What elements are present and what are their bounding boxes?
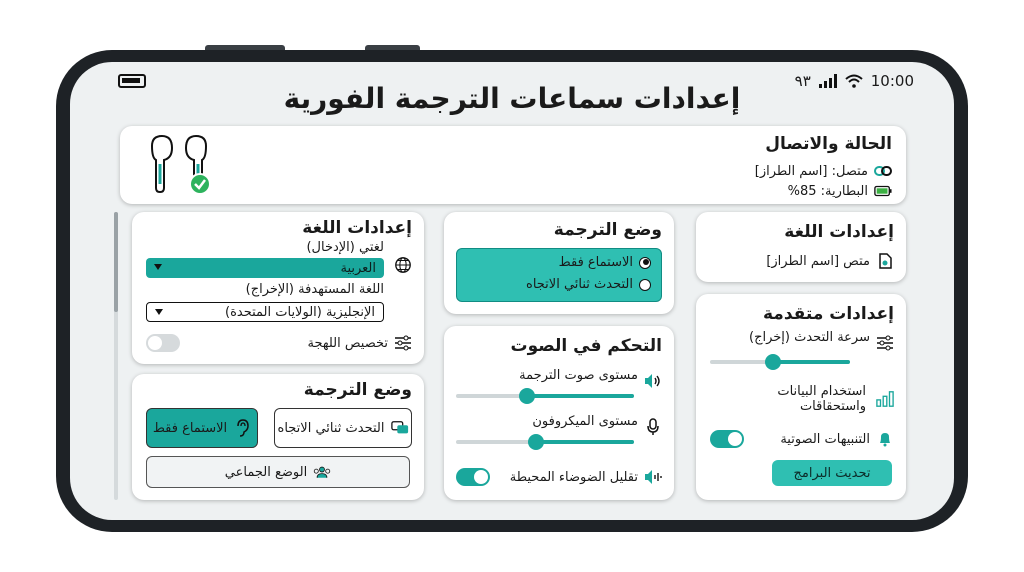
translation-mode-heading: وضع الترجمة	[553, 220, 662, 240]
speech-rate-row	[749, 329, 894, 352]
output-language-value: الإنجليزية (الولايات المتحدة)	[225, 304, 375, 320]
translation-volume-fill	[527, 394, 634, 398]
data-usage-label-2: واستحقاقات	[799, 399, 866, 414]
connection-status: متصل: [اسم الطراز]	[754, 163, 868, 179]
status-extra: ٩٣	[794, 72, 811, 90]
radio-listen-only-label: الاستماع فقط	[558, 255, 633, 270]
language-status-card	[696, 212, 906, 282]
data-usage-row[interactable]	[777, 384, 894, 414]
dialect-label: تخصيص اللهجة	[307, 335, 388, 351]
output-language-select[interactable]	[146, 302, 384, 322]
translation-mode-buttons-card	[132, 374, 424, 500]
advanced-card	[696, 294, 906, 500]
connection-heading: الحالة والاتصال	[765, 134, 892, 154]
speaker-waves-icon	[644, 468, 662, 486]
translation-volume-slider[interactable]	[456, 394, 634, 398]
noise-reduction-toggle[interactable]	[456, 468, 490, 486]
battery-row	[788, 182, 892, 200]
speech-rate-slider[interactable]	[710, 360, 850, 364]
globe-icon	[394, 256, 412, 274]
translation-mode-card	[444, 212, 674, 314]
data-usage-label-1: استخدام البيانات	[777, 384, 866, 399]
language-status-heading: إعدادات اللغة	[784, 222, 894, 242]
sliders-icon	[876, 334, 894, 352]
listen-only-button[interactable]	[146, 408, 258, 448]
earbuds-icon	[140, 134, 220, 196]
radio-button[interactable]	[639, 279, 651, 291]
translation-volume-label: مستوى صوت الترجمة	[519, 367, 638, 383]
page-title: إعدادات سماعات الترجمة الفورية	[283, 82, 741, 115]
status-time: 10:00	[870, 72, 914, 90]
input-language-value: العربية	[340, 260, 376, 276]
group-icon	[313, 463, 331, 481]
noise-reduction-row	[510, 468, 662, 486]
bell-icon	[876, 430, 894, 448]
audio-heading: التحكم في الصوت	[510, 336, 662, 356]
screen	[70, 62, 954, 520]
mic-level-label: مستوى الميكروفون	[532, 413, 638, 429]
group-mode-button[interactable]	[146, 456, 410, 488]
mic-level-knob[interactable]	[528, 434, 544, 450]
translation-volume-knob[interactable]	[519, 388, 535, 404]
speech-rate-knob[interactable]	[765, 354, 781, 370]
two-way-label: التحدث ثنائي الاتجاه	[277, 420, 385, 436]
link-icon	[874, 162, 892, 180]
translation-mode-buttons-heading: وضع الترجمة	[303, 380, 412, 400]
battery-icon	[874, 182, 892, 200]
microphone-icon	[644, 418, 662, 436]
mic-level-row	[532, 413, 662, 436]
language-settings-card	[132, 212, 424, 364]
mic-level-slider[interactable]	[456, 440, 634, 444]
ear-icon	[233, 419, 251, 437]
speech-rate-fill	[773, 360, 850, 364]
device-tag-icon	[876, 252, 894, 270]
language-status-row	[766, 252, 894, 270]
speech-rate-label: سرعة التحدث (إخراج)	[749, 329, 870, 345]
radio-two-way-label: التحدث ثنائي الاتجاه	[526, 277, 633, 292]
dialect-row	[308, 334, 413, 352]
chevron-down-icon	[154, 264, 162, 270]
translation-mode-radio-group	[456, 248, 662, 302]
connection-status-row	[755, 162, 892, 180]
mic-level-fill	[536, 440, 634, 444]
voice-alerts-row	[780, 430, 894, 448]
sliders-icon	[394, 334, 412, 352]
radio-listen-only[interactable]	[559, 255, 651, 270]
translation-volume-row	[519, 367, 662, 390]
scrollbar[interactable]	[114, 212, 118, 500]
speaker-icon	[644, 372, 662, 390]
two-way-button[interactable]	[274, 408, 412, 448]
chevron-down-icon	[155, 309, 163, 315]
listen-only-label: الاستماع فقط	[152, 420, 228, 436]
audio-control-card	[444, 326, 674, 500]
voice-alerts-label: التنبيهات الصوتية	[780, 431, 870, 447]
update-software-button[interactable]: تحديث البرامج	[772, 460, 892, 486]
chat-icon	[391, 419, 409, 437]
voice-alerts-toggle[interactable]	[710, 430, 744, 448]
noise-reduction-label: تقليل الضوضاء المحيطة	[509, 469, 638, 485]
dialect-toggle[interactable]	[146, 334, 180, 352]
radio-two-way[interactable]	[526, 277, 651, 292]
advanced-heading: إعدادات متقدمة	[763, 304, 894, 324]
group-mode-label: الوضع الجماعي	[224, 464, 308, 480]
input-language-select[interactable]	[146, 258, 384, 278]
battery-level: البطارية: 85%	[787, 183, 868, 199]
output-language-label: اللغة المستهدفة (الإخراج)	[245, 282, 384, 297]
input-language-label: لغتي (الإدخال)	[306, 240, 384, 255]
connection-card	[120, 126, 906, 204]
bar-chart-icon	[876, 390, 894, 408]
language-settings-heading: إعدادات اللغة	[302, 218, 412, 238]
language-status-text: متص [اسم الطراز]	[766, 253, 870, 269]
radio-button[interactable]	[639, 257, 651, 269]
scrollbar-thumb[interactable]	[114, 212, 118, 312]
